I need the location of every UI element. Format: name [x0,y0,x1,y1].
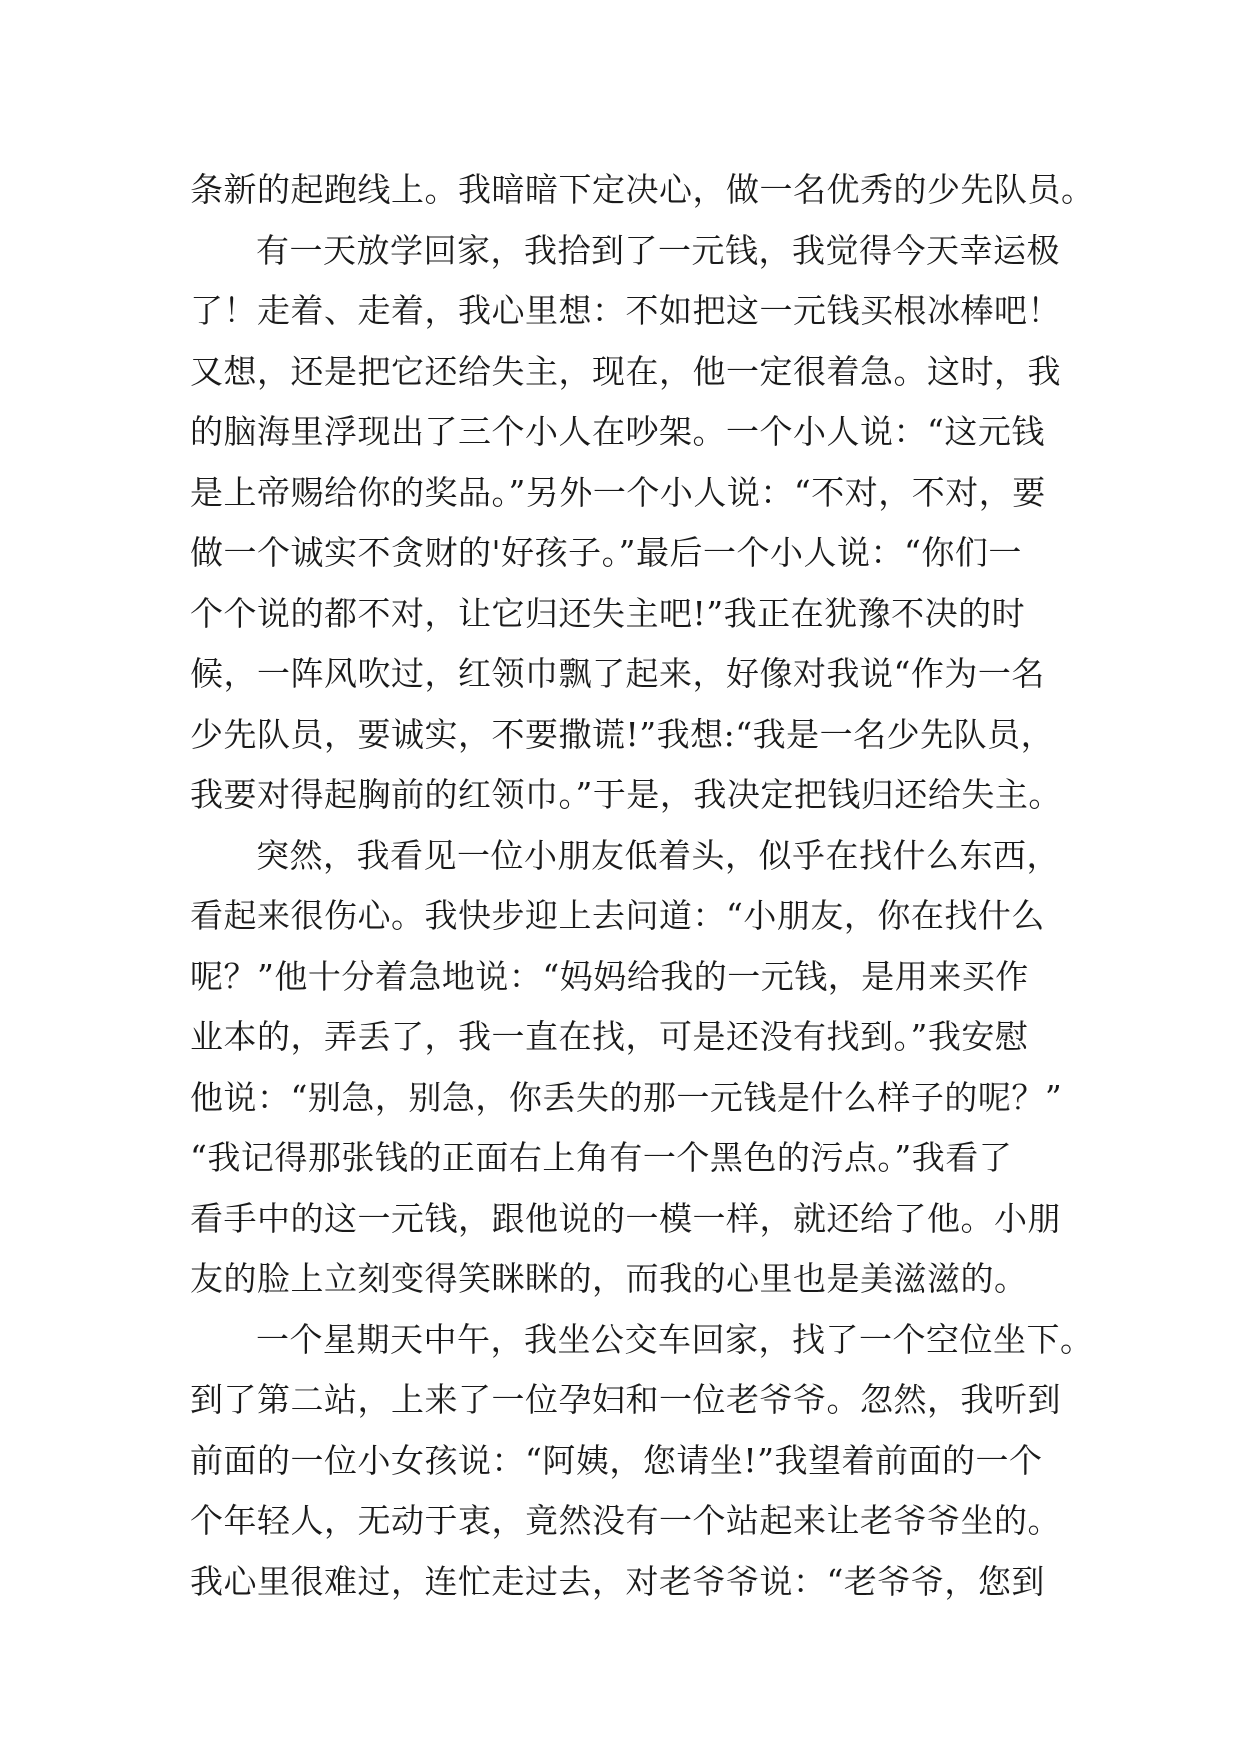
text-line: 候，一阵风吹过，红领巾飘了起来，好像对我说“作为一名 [190,654,1045,693]
text-line: 看起来很伤心。我快步迎上去问道：“小朋友，你在找什么 [190,896,1045,935]
text-line: 做一个诚实不贪财的'好孩子。”最后一个小人说：“你们一 [190,533,1022,572]
text-line: 我要对得起胸前的红领巾。”于是，我决定把钱归还给失主。 [190,775,1062,814]
paragraph-first-line: 有一天放学回家，我拾到了一元钱，我觉得今天幸运极 [256,230,1060,270]
text-line: “我记得那张钱的正面右上角有一个黑色的污点。”我看了 [190,1138,1013,1177]
text-line: 了！走着、走着，我心里想：不如把这一元钱买根冰棒吧！ [190,291,1061,330]
body-text [190,160,1095,1612]
text-line: 到了第二站，上来了一位孕妇和一位老爷爷。忽然，我听到 [190,1380,1061,1419]
text-line: 业本的，弄丢了，我一直在找，可是还没有找到。”我安慰 [190,1017,1029,1056]
text-line: 又想，还是把它还给失主，现在，他一定很着急。这时，我 [190,351,1061,391]
text-line: 少先队员，要诚实，不要撒谎!”我想:“我是一名少先队员， [190,714,1055,754]
paragraph-first-line: 突然，我看见一位小朋友低着头，似乎在找什么东西， [256,835,1060,875]
text-line: 他说：“别急，别急，你丢失的那一元钱是什么样子的呢？” [190,1077,1063,1117]
text-line: 友的脸上立刻变得笑眯眯的，而我的心里也是美滋滋的。 [190,1259,1028,1298]
text-line: 的脑海里浮现出了三个小人在吵架。一个小人说：“这元钱 [190,412,1045,451]
paragraph-first-line: 一个星期天中午，我坐公交车回家，找了一个空位坐下。 [256,1319,1094,1359]
text-line: 我心里很难过，连忙走过去，对老爷爷说：“老爷爷，您到 [190,1561,1045,1601]
text-line: 个个说的都不对，让它归还失主吧!”我正在犹豫不决的时 [190,593,1026,633]
text-line: 看手中的这一元钱，跟他说的一模一样，就还给了他。小朋 [190,1198,1061,1238]
text-line: 条新的起跑线上。我暗暗下定决心，做一名优秀的少先队员。 [190,170,1095,209]
text-line: 个年轻人，无动于衷，竟然没有一个站起来让老爷爷坐的。 [190,1501,1061,1540]
text-line: 呢？”他十分着急地说：“妈妈给我的一元钱，是用来买作 [190,956,1029,996]
text-line: 前面的一位小女孩说：“阿姨，您请坐!”我望着前面的一个 [190,1440,1043,1480]
text-line: 是上帝赐给你的奖品。”另外一个小人说：“不对，不对，要 [190,472,1046,512]
